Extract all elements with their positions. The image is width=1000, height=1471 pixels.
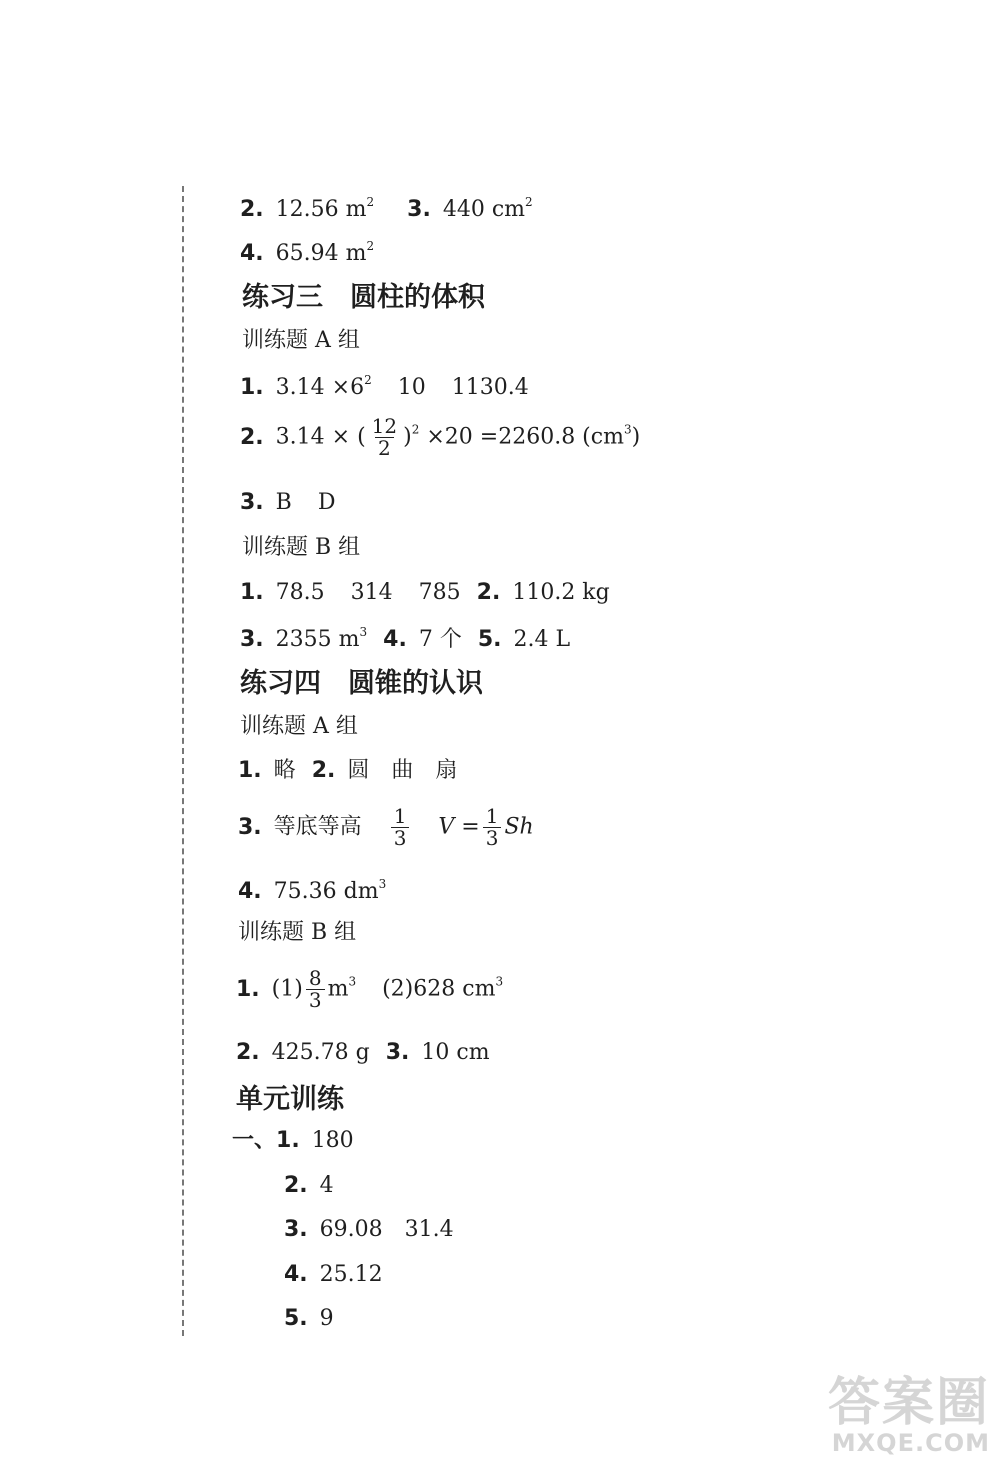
group-heading: 训练题 A 组 — [242, 328, 360, 353]
answer-line: 4. 25.12 — [284, 1262, 383, 1287]
answer-line: 3. 2355 $m^3$ 4. 7 个 5. 2.4 L — [240, 625, 571, 652]
section-title: 练习三 圆柱的体积 — [242, 282, 485, 313]
answer-line: 1. 78.5 314 785 2. 110.2 kg — [240, 580, 610, 605]
item-number: 3. — [407, 197, 431, 222]
answer-line: 1. 略 2. 圆 曲 扇 — [238, 758, 458, 783]
answer-line: 2. 3.14 × ( $\frac{12}{2}$ )$^2$ ×20 =2260.8 $(cm^3)$ — [240, 414, 641, 460]
binding-margin-line — [182, 186, 184, 1336]
answer-line: 4. 65.94 $m^2$ — [240, 239, 375, 266]
fraction: $\frac{1}{3}$ — [391, 806, 410, 849]
answer-line: 3. B D — [240, 490, 336, 515]
answer-line: 3. 69.08 31.4 — [284, 1217, 454, 1242]
item-number: 2. — [240, 197, 264, 222]
answer-line: 2. 4 — [284, 1173, 334, 1198]
section-title: 单元训练 — [236, 1084, 344, 1115]
answer-line: 2. 425.78 g 3. 10 cm — [236, 1040, 490, 1065]
group-heading: 训练题 A 组 — [240, 714, 358, 739]
answer-line: 3. 等底等高 $\frac{1}{3}$ V = $\frac{1}{3}$ Sh — [238, 804, 534, 850]
site-watermark: 答案圈 MXQE.COM — [827, 1373, 990, 1457]
answer-line: 4. 75.36 $dm^3$ — [238, 877, 387, 904]
answer-line: 1. $3.14 \times 6^2$ 10 1130.4 — [240, 373, 529, 400]
group-heading: 训练题 B 组 — [242, 535, 361, 560]
section-title: 练习四 圆锥的认识 — [240, 668, 483, 699]
fraction: $\frac{1}{3}$ — [483, 806, 502, 849]
fraction: $\frac{12}{2}$ — [371, 414, 398, 460]
answer-line: 5. 9 — [284, 1306, 334, 1331]
answer-line: 2. 12.56 $m^2$ 3. 440 $cm^2$ — [240, 195, 533, 222]
fraction: $\frac{8}{3}$ — [306, 968, 325, 1011]
answer-line: 1. (1) $\frac{8}{3}$ $m^3$ (2)628 $cm^3$ — [236, 966, 504, 1012]
group-heading: 训练题 B 组 — [238, 920, 357, 945]
answer-line: 一、1. 180 — [232, 1128, 354, 1153]
